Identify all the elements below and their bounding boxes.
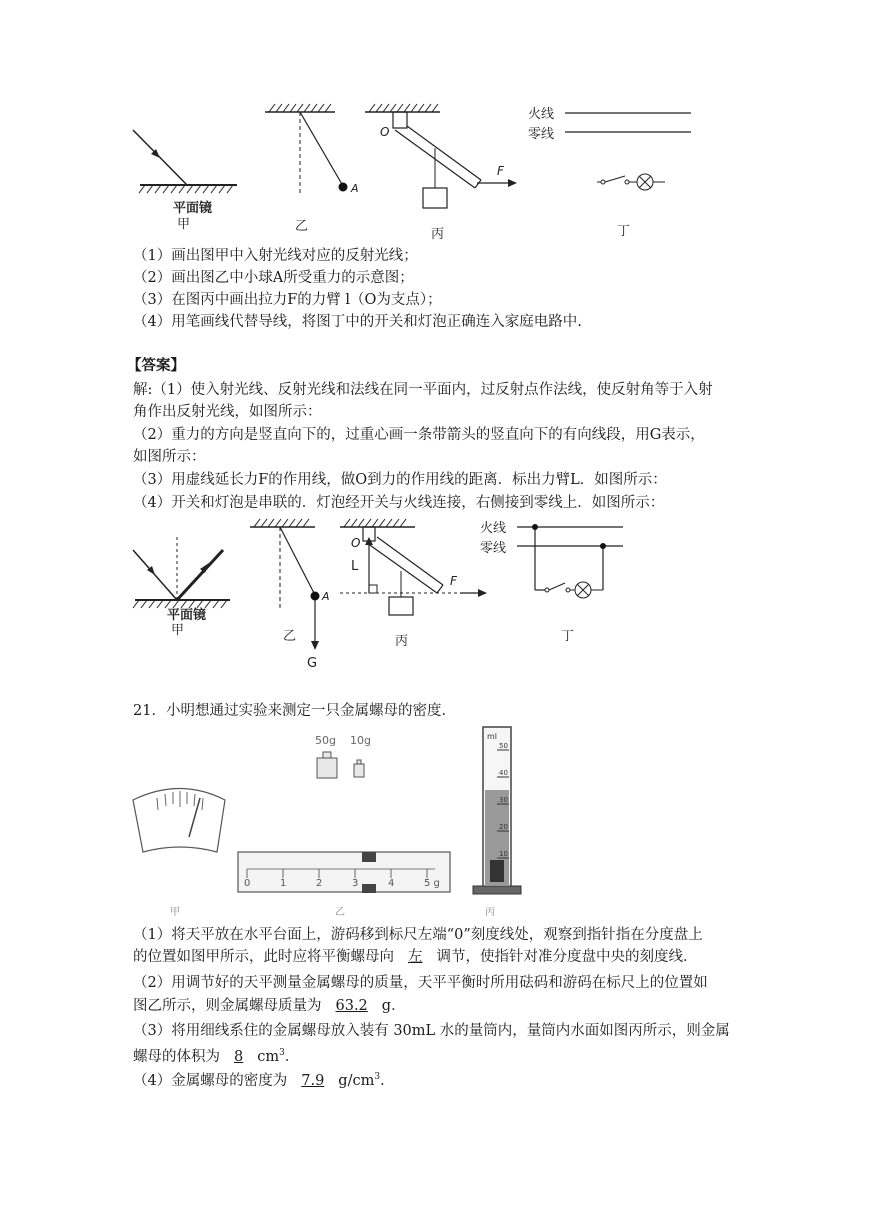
answer-blank-direction: 左 xyxy=(408,949,423,965)
fig-yi xyxy=(265,104,343,195)
cylinder-mark-label: 50 xyxy=(499,742,508,750)
dial xyxy=(133,789,225,853)
question-1: （1）画出图甲中入射光线对应的反射光线； xyxy=(133,248,418,264)
q21-label-yi: 乙 xyxy=(335,907,345,918)
ans-label-bing: 丙 xyxy=(395,634,409,649)
q21-p4-pre: （4）金属螺母的密度为 xyxy=(133,1072,288,1089)
ruler-tick-label: 3 xyxy=(352,878,359,889)
answer-line-1: 解:（1）使入射光线、反射光线和法线在同一平面内，过反射点作法线，使反射角等于入射 xyxy=(133,382,713,398)
answer-blank-mass: 63.2 xyxy=(335,998,368,1014)
label-bing: 丙 xyxy=(431,227,445,242)
q21-label-jia: 甲 xyxy=(170,907,180,918)
fig-jia xyxy=(133,130,237,193)
question-4: （4）用笔画线代替导线，将图丁中的开关和灯泡正确连入家庭电路中. xyxy=(133,314,582,330)
q21-p3-b-post: ． xyxy=(284,1048,300,1065)
ruler-tick-label: 2 xyxy=(316,878,323,889)
q21-p4-sup: 3 xyxy=(374,1072,381,1082)
figure-problem xyxy=(125,100,705,245)
ans-l-label: L xyxy=(351,559,359,574)
ans-fig-ding xyxy=(517,527,623,598)
ans-point-a-label: A xyxy=(322,590,330,603)
ans-live-wire-label: 火线 xyxy=(480,521,507,536)
answer-line-3: （2）重力的方向是竖直向下的，过重心画一条带箭头的竖直向下的有向线段，用G表示， xyxy=(133,427,705,443)
q21-p1-b-post: 调节，使指针对准分度盘中央的刻度线． xyxy=(436,949,698,965)
answer-blank-density: 7.9 xyxy=(301,1072,325,1089)
q21-p3-b-pre: 螺母的体积为 xyxy=(133,1048,220,1065)
weight-50-label: 50g xyxy=(315,734,336,747)
weights xyxy=(317,752,364,778)
ball xyxy=(339,183,348,192)
q21-p1-b-pre: 的位置如图甲所示，此时应将平衡螺母向 xyxy=(133,949,394,965)
weight-10-label: 10g xyxy=(350,734,371,747)
ans-label-ding: 丁 xyxy=(561,629,575,644)
answer-line-2: 角作出反射光线，如图所示： xyxy=(133,404,322,420)
label-ding: 丁 xyxy=(617,224,631,239)
point-a-label: A xyxy=(351,182,359,195)
answer-blank-volume: 8 xyxy=(234,1048,244,1065)
q21-label-bing: 丙 xyxy=(485,907,495,918)
question-2: （2）画出图乙中小球A所受重力的示意图； xyxy=(133,270,414,286)
q21-p2-b xyxy=(133,996,406,1016)
cylinder-unit: ml xyxy=(487,732,498,741)
ans-label-yi: 乙 xyxy=(283,629,297,644)
q21-p2-b-pre: 图乙所示，则金属螺母质量为 xyxy=(133,998,322,1014)
q21-p4-unit: g/cm xyxy=(338,1072,375,1089)
q21-p3-b-unit: cm xyxy=(257,1048,280,1065)
ans-mirror-label: 平面镜 xyxy=(167,608,207,623)
ruler xyxy=(238,852,450,893)
q21-p3-b-sup: 3 xyxy=(279,1048,285,1058)
neutral-wire-label: 零线 xyxy=(528,127,555,142)
cylinder-mark-label: 40 xyxy=(499,769,508,777)
q21-p4-post: ． xyxy=(380,1072,395,1089)
ans-g-label: G xyxy=(307,656,318,670)
label-jia: 甲 xyxy=(177,217,191,232)
ans-fig-bing xyxy=(340,519,487,615)
ans-neutral-wire-label: 零线 xyxy=(480,541,507,556)
q21-p4 xyxy=(133,1067,395,1091)
ans-force-f-label: F xyxy=(450,574,457,588)
question-3: （3）在图丙中画出拉力F的力臂 l（O为支点）； xyxy=(133,292,442,308)
answer-label: 【答案】 xyxy=(127,358,185,374)
ans-ball xyxy=(311,592,320,601)
fig-ding xyxy=(565,113,691,190)
q21-title: 21．小明想通过实验来测定一只金属螺母的密度． xyxy=(133,703,456,719)
q21-p3-b xyxy=(133,1043,299,1067)
q21-p2-a: （2）用调节好的天平测量金属螺母的质量，天平平衡时所用砝码和游码在标尺上的位置如 xyxy=(133,975,708,991)
ans-label-jia: 甲 xyxy=(171,623,185,638)
ruler-tick-label: 0 xyxy=(244,878,251,889)
cylinder-mark-label: 20 xyxy=(499,823,508,831)
ans-fig-jia xyxy=(133,537,230,608)
live-wire-label: 火线 xyxy=(528,107,555,122)
q21-p2-b-post: g． xyxy=(381,998,406,1014)
answer-line-4: 如图所示： xyxy=(133,449,206,465)
ruler-tick-label: 1 xyxy=(280,878,287,889)
mirror-label: 平面镜 xyxy=(173,201,213,216)
ruler-tick-label: 4 xyxy=(388,878,395,889)
figure-q21 xyxy=(125,722,525,922)
ans-point-o-label: O xyxy=(351,536,361,550)
q21-p1-b xyxy=(133,947,698,967)
answer-line-6: （4）开关和灯泡是串联的．灯泡经开关与火线连接，右侧接到零线上．如图所示： xyxy=(133,495,665,511)
q21-p3-a: （3）将用细线系住的金属螺母放入装有 30mL 水的量筒内，量筒内水面如图丙所示，则金属 xyxy=(133,1023,730,1039)
label-yi: 乙 xyxy=(295,219,309,234)
ruler-tick-label: 5 g xyxy=(424,878,440,889)
cylinder xyxy=(473,727,521,894)
figure-answer xyxy=(125,515,625,670)
point-o-label: O xyxy=(380,125,390,139)
q21-p1-a: （1）将天平放在水平台面上，游码移到标尺左端“0”刻度线处，观察到指针指在分度盘上 xyxy=(133,927,703,943)
fig-bing xyxy=(365,104,517,208)
force-f-label: F xyxy=(497,164,504,178)
incident-ray xyxy=(133,130,187,185)
answer-line-5: （3）用虚线延长力F的作用线，做O到力的作用线的距离．标出力臂L．如图所示： xyxy=(133,472,667,488)
cylinder-mark-label: 30 xyxy=(499,796,508,804)
cylinder-mark-label: 10 xyxy=(499,850,508,858)
